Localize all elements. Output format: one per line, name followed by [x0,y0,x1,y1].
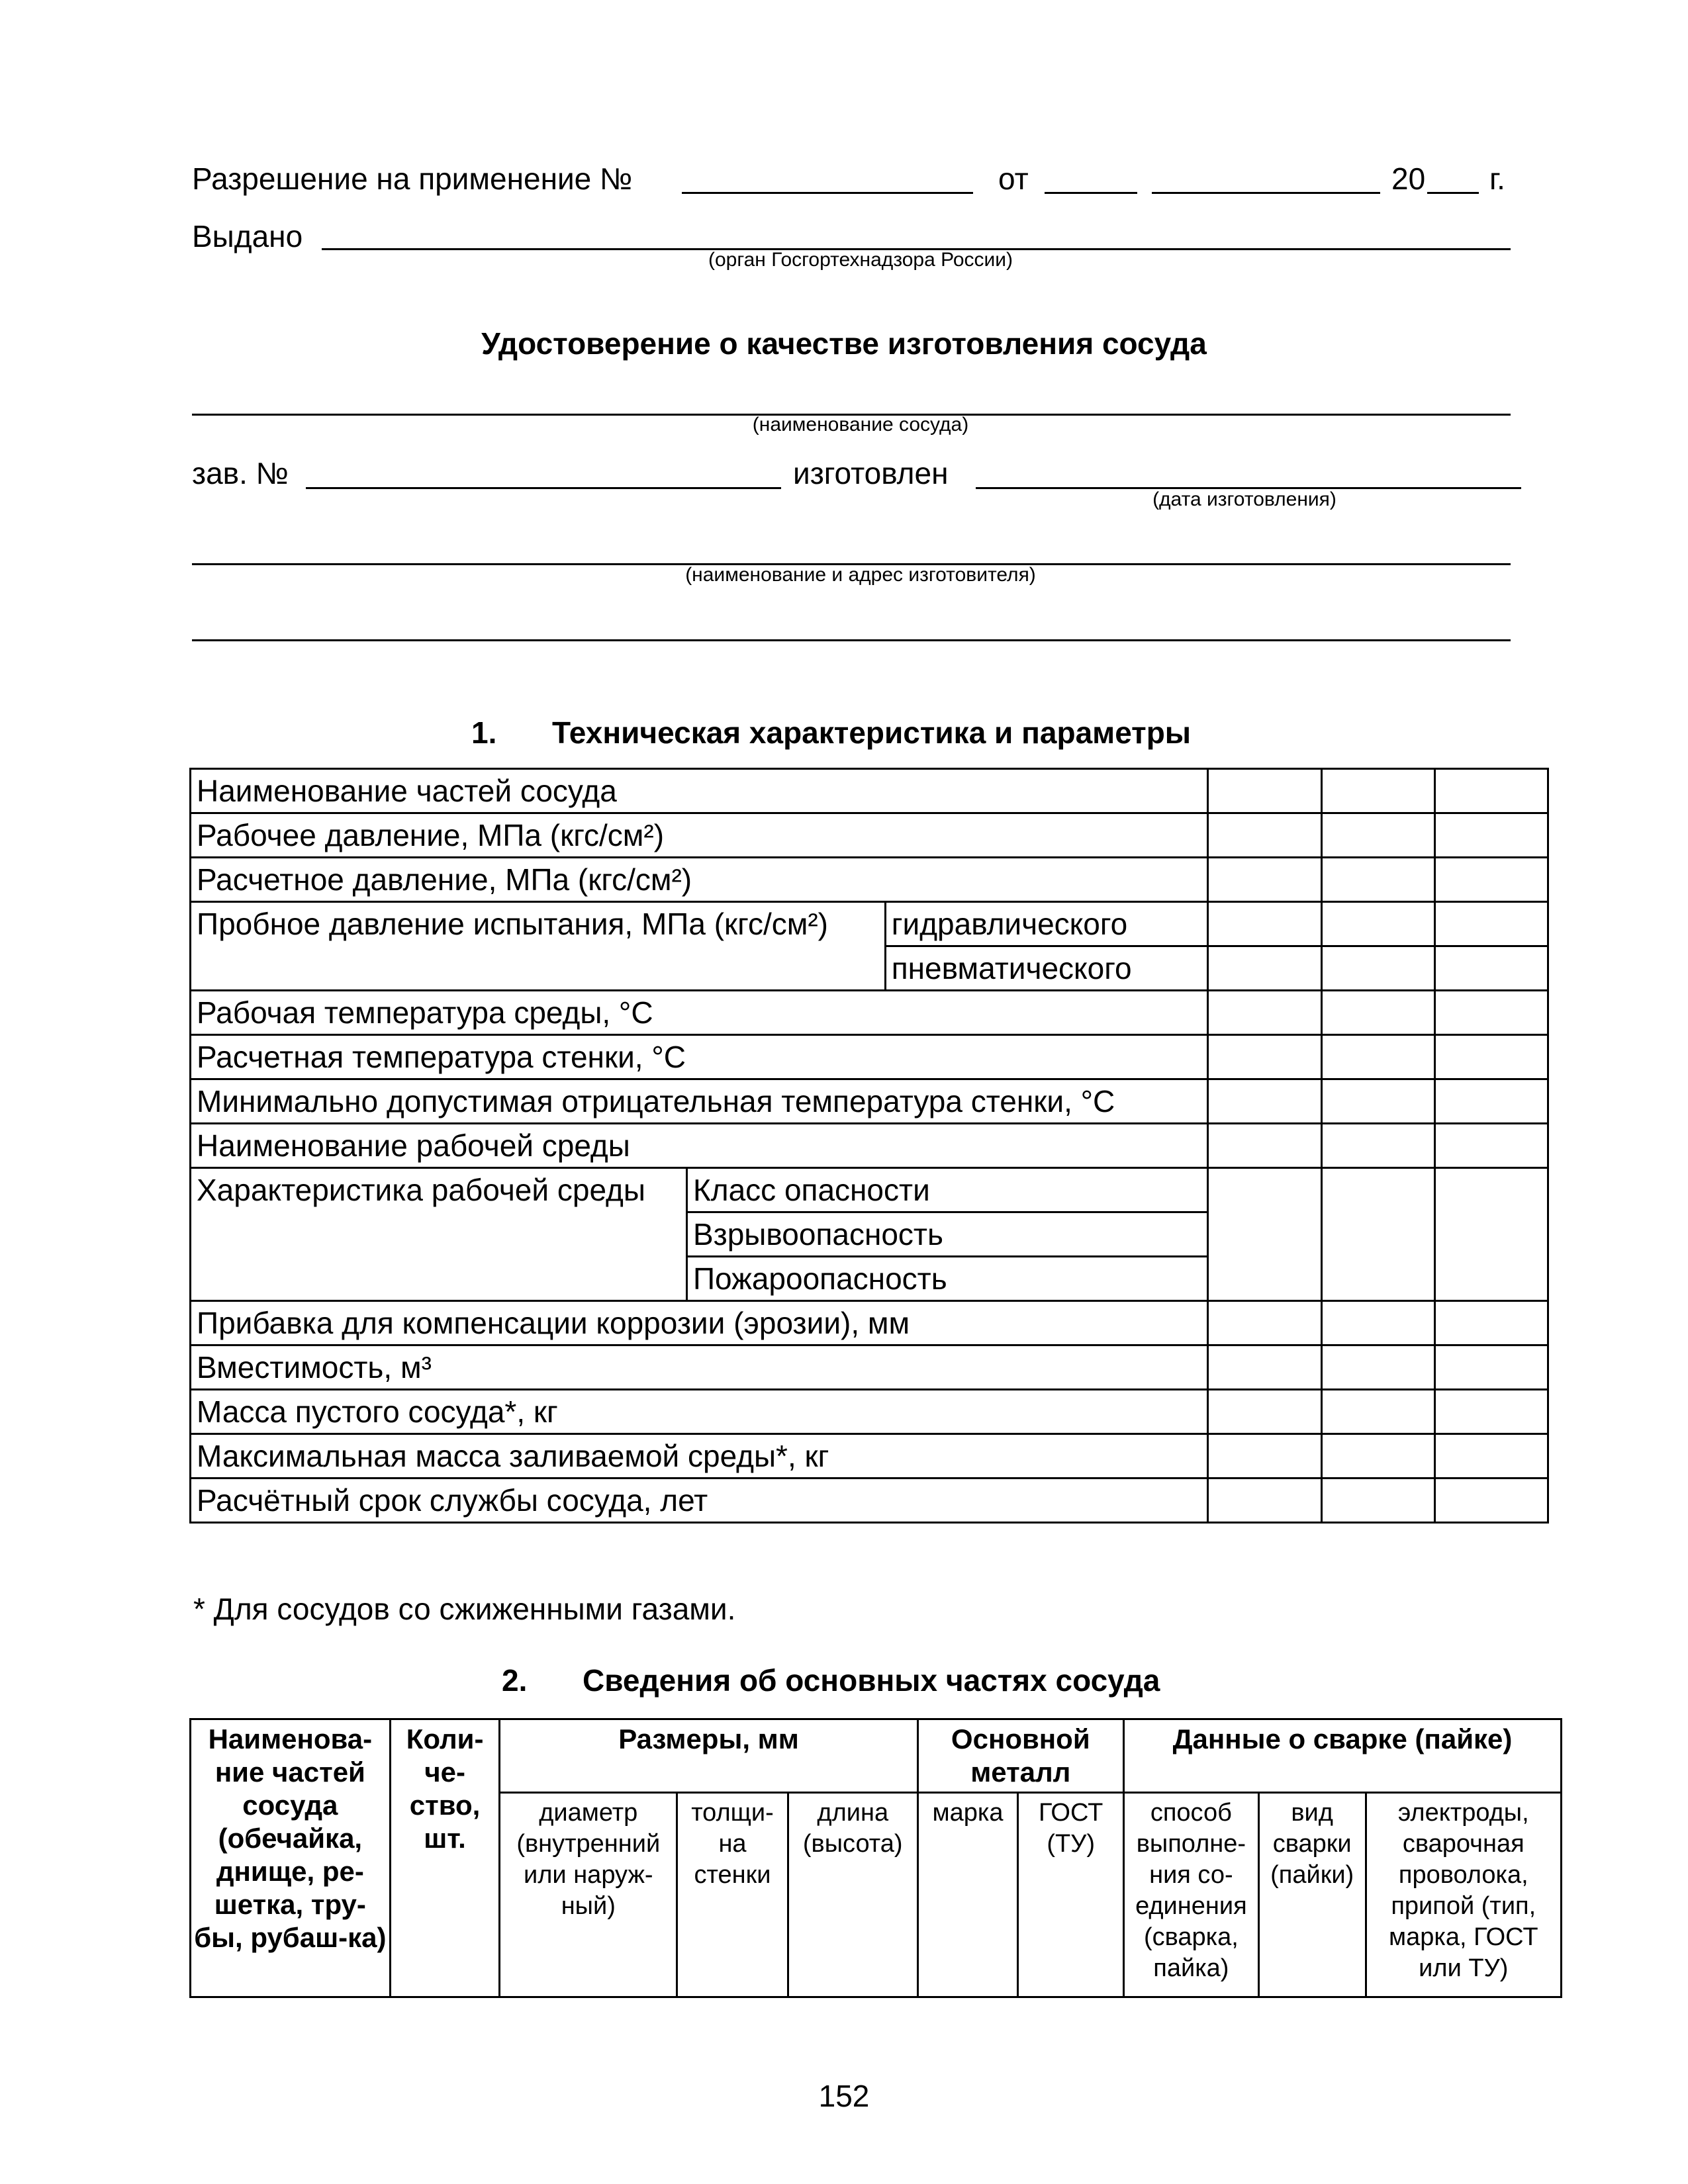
row-label: Вместимость, м³ [191,1345,1208,1390]
value-cell[interactable] [1208,1301,1321,1345]
table-row [191,1479,1548,1523]
value-cell[interactable] [1434,1479,1548,1523]
row-label: Наименование частей сосуда [191,769,1208,813]
value-cell[interactable] [1321,1079,1434,1124]
value-cell[interactable] [1434,858,1548,902]
value-cell[interactable] [1321,1124,1434,1168]
table-row [191,991,1548,1035]
vessel-name-caption: (наименование сосуда) [752,414,969,435]
value-cell[interactable] [1434,1434,1548,1479]
value-cell[interactable] [1434,1168,1548,1301]
table-row [191,769,1548,813]
header-welding: Данные о сварке (пайке) [1123,1719,1561,1793]
value-cell[interactable] [1208,1434,1321,1479]
row-label: Характеристика рабочей среды [191,1168,687,1301]
page-number: 152 [818,2079,870,2113]
header-weld-type: вид сварки (пайки) [1258,1793,1366,1997]
header-dimensions: Размеры, мм [500,1719,917,1793]
table-row [191,902,1548,946]
header-quantity: Коли-че-ство, шт. [390,1719,500,1997]
row-label: Рабочая температура среды, °С [191,991,1208,1035]
section2-number: 2. [502,1663,528,1698]
value-cell[interactable] [1208,1124,1321,1168]
row-label: Рабочее давление, МПа (кгс/см²) [191,813,1208,858]
row-sublabel: гидравлического [885,902,1208,946]
header-grade: марка [917,1793,1018,1997]
header-gost: ГОСТ (ТУ) [1018,1793,1124,1997]
value-cell[interactable] [1434,1301,1548,1345]
value-cell[interactable] [1208,1479,1321,1523]
header-part-name: Наименова-ние частей сосуда (обечайка, днище, ре-шетка, тру-бы, рубаш-ка) [191,1719,391,1997]
row-label: Наименование рабочей среды [191,1124,1208,1168]
value-cell[interactable] [1321,813,1434,858]
row-sublabel: Взрывоопасность [686,1212,1207,1257]
day-field[interactable] [1045,192,1137,194]
section1-number: 1. [471,715,497,750]
manufactured-label: изготовлен [793,456,949,490]
permit-number-field[interactable] [682,192,973,194]
year-suffix: г. [1489,161,1505,196]
header-length: длина (высота) [788,1793,917,1997]
table-row [191,858,1548,902]
row-label: Минимально допустимая отрицательная температура стенки, °С [191,1079,1208,1124]
serial-number-field[interactable] [306,487,781,489]
value-cell[interactable] [1434,1035,1548,1079]
value-cell[interactable] [1208,946,1321,991]
value-cell[interactable] [1208,1168,1321,1301]
table-row [191,1168,1548,1212]
value-cell[interactable] [1208,1390,1321,1434]
table-row [191,1079,1548,1124]
value-cell[interactable] [1208,813,1321,858]
value-cell[interactable] [1321,1301,1434,1345]
row-label: Масса пустого сосуда*, кг [191,1390,1208,1434]
table-row [191,1124,1548,1168]
value-cell[interactable] [1321,991,1434,1035]
table-row [191,1345,1548,1390]
row-label: Пробное давление испытания, МПа (кгс/см²) [191,902,886,991]
value-cell[interactable] [1208,902,1321,946]
value-cell[interactable] [1434,991,1548,1035]
table-row [191,1301,1548,1345]
value-cell[interactable] [1321,1168,1434,1301]
parameters-table [189,768,1549,1524]
value-cell[interactable] [1208,1345,1321,1390]
header-wall-thickness: толщи-на стенки [677,1793,788,1997]
table-row [191,813,1548,858]
value-cell[interactable] [1208,991,1321,1035]
header-joint-method: способ выполне-ния со-единения (сварка, пайка) [1123,1793,1258,1997]
header-base-metal: Основной металл [917,1719,1123,1793]
section2-title: Сведения об основных частях сосуда [583,1663,1160,1698]
manufacture-date-caption: (дата изготовления) [1152,488,1336,510]
page-title: Удостоверение о качестве изготовления сосуда [481,326,1207,361]
row-sublabel: Класс опасности [686,1168,1207,1212]
value-cell[interactable] [1434,1124,1548,1168]
header-electrodes: электроды, сварочная проволока, припой (тип, марка, ГОСТ или ТУ) [1366,1793,1561,1997]
value-cell[interactable] [1321,946,1434,991]
month-field[interactable] [1152,192,1380,194]
value-cell[interactable] [1321,1035,1434,1079]
value-cell[interactable] [1321,1345,1434,1390]
value-cell[interactable] [1434,1390,1548,1434]
value-cell[interactable] [1434,1345,1548,1390]
value-cell[interactable] [1208,769,1321,813]
value-cell[interactable] [1434,769,1548,813]
value-cell[interactable] [1208,1079,1321,1124]
value-cell[interactable] [1434,946,1548,991]
value-cell[interactable] [1434,902,1548,946]
value-cell[interactable] [1208,858,1321,902]
manufacturer-caption: (наименование и адрес изготовителя) [685,564,1036,586]
year-field[interactable] [1427,192,1479,194]
table-row [191,1434,1548,1479]
row-label: Прибавка для компенсации коррозии (эрозии), мм [191,1301,1208,1345]
from-label: от [998,161,1029,196]
table-header-row [191,1719,1562,1793]
value-cell[interactable] [1321,1479,1434,1523]
permit-label: Разрешение на применение № [192,161,633,196]
year-prefix: 20 [1391,161,1426,196]
parts-table [189,1718,1562,1998]
value-cell[interactable] [1434,813,1548,858]
footnote: * Для сосудов со сжиженными газами. [193,1592,736,1626]
issued-label: Выдано [192,219,303,253]
issued-caption: (орган Госгортехнадзора России) [708,249,1013,271]
row-sublabel: пневматического [885,946,1208,991]
value-cell[interactable] [1208,1035,1321,1079]
row-label: Расчетная температура стенки, °С [191,1035,1208,1079]
value-cell[interactable] [1321,769,1434,813]
manufacturer-field-2[interactable] [192,639,1511,641]
value-cell[interactable] [1434,1079,1548,1124]
value-cell[interactable] [1321,858,1434,902]
value-cell[interactable] [1321,1390,1434,1434]
serial-label: зав. № [192,456,289,490]
table-row [191,1035,1548,1079]
row-label: Расчётный срок службы сосуда, лет [191,1479,1208,1523]
value-cell[interactable] [1321,902,1434,946]
row-label: Расчетное давление, МПа (кгс/см²) [191,858,1208,902]
value-cell[interactable] [1321,1434,1434,1479]
table-row [191,1390,1548,1434]
section1-title: Техническая характеристика и параметры [552,715,1192,750]
header-diameter: диаметр (внутренний или наруж-ный) [500,1793,677,1997]
row-sublabel: Пожароопасность [686,1257,1207,1301]
row-label: Максимальная масса заливаемой среды*, кг [191,1434,1208,1479]
